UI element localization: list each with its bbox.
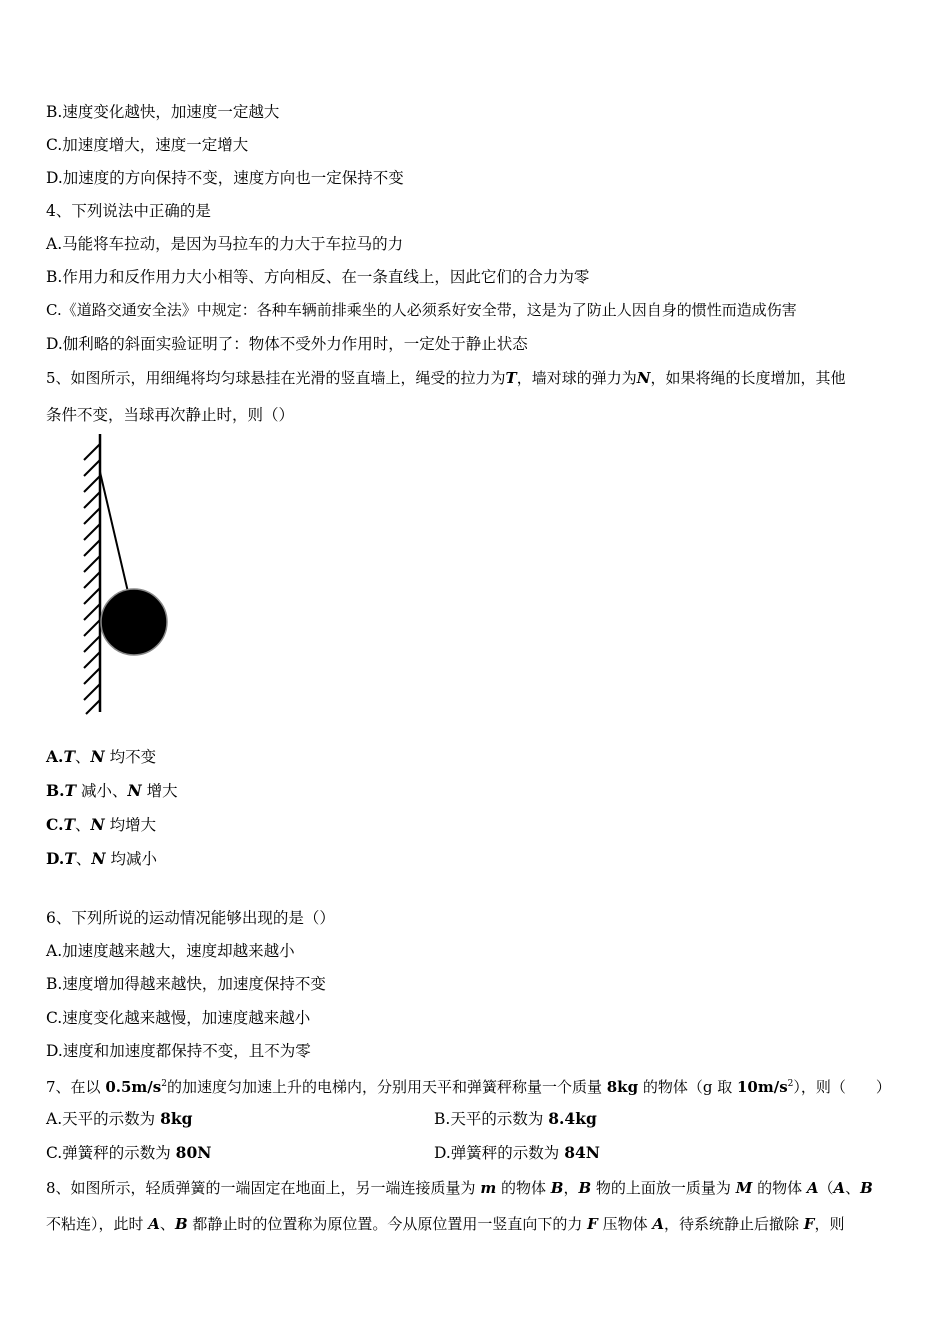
- q7-option-d: [434, 1143, 600, 1163]
- text: ，墙对球的弹力为: [516, 369, 637, 387]
- text: ，则: [814, 1215, 845, 1233]
- text: A.天平的示数为: [46, 1110, 161, 1128]
- text: （: [818, 1179, 834, 1197]
- text: D.弹簧秤的示数为: [434, 1144, 565, 1162]
- superscript: 2: [787, 1079, 794, 1089]
- wall-ball-figure: [78, 432, 178, 717]
- q6-stem: 6、下列所说的运动情况能够出现的是（）: [46, 909, 335, 927]
- q5-stem-line2: 条件不变，当球再次静止时，则（）: [46, 406, 295, 424]
- text: 压物体: [597, 1215, 653, 1233]
- text: 的物体: [496, 1179, 551, 1197]
- label: C.: [46, 815, 64, 834]
- var-A: A: [806, 1179, 819, 1197]
- text: 减小、: [80, 782, 128, 800]
- var-T: T: [64, 849, 76, 868]
- text: 、: [75, 850, 92, 868]
- var-B: B: [550, 1179, 564, 1197]
- text: 增大: [146, 782, 178, 800]
- var-A: A: [148, 1215, 160, 1233]
- label: D.: [46, 849, 65, 868]
- value-acceleration: 0.5m/s: [105, 1078, 162, 1096]
- q3-option-c: C.加速度增大，速度一定增大: [46, 136, 249, 154]
- var-T: T: [505, 369, 517, 387]
- text: C.弹簧秤的示数为: [46, 1144, 176, 1162]
- q4-option-c: C.《道路交通安全法》中规定：各种车辆前排乘坐的人必须系好安全带，这是为了防止人因自身的惯性而造成伤害: [46, 301, 797, 319]
- var-N: N: [91, 849, 106, 868]
- q3-option-b: B.速度变化越快，加速度一定越大: [46, 103, 280, 121]
- q3-option-d: D.加速度的方向保持不变，速度方向也一定保持不变: [46, 169, 404, 187]
- text: 、: [74, 748, 91, 766]
- q6-option-b: B.速度增加得越来越快，加速度保持不变: [46, 975, 326, 993]
- var-B: B: [578, 1179, 592, 1197]
- q6-option-d: D.速度和加速度都保持不变，且不为零: [46, 1042, 311, 1060]
- var-F: F: [803, 1215, 815, 1233]
- var-T: T: [63, 747, 75, 766]
- text: 的物体: [752, 1179, 807, 1197]
- value: 80N: [175, 1143, 212, 1162]
- var-F: F: [587, 1215, 598, 1233]
- q4-option-b: B.作用力和反作用力大小相等、方向相反、在一条直线上，因此它们的合力为零: [46, 268, 590, 286]
- var-N: N: [636, 369, 651, 387]
- q5-option-a: [46, 747, 156, 767]
- q8-stem-line2: [46, 1214, 844, 1234]
- q4-option-a: A.马能将车拉动，是因为马拉车的力大于车拉马的力: [46, 235, 404, 253]
- q6-option-c: C.速度变化越来越慢，加速度越来越小: [46, 1009, 311, 1027]
- text: 均减小: [110, 850, 157, 868]
- text: 7、在以: [46, 1078, 106, 1096]
- q4-stem: 4、下列说法中正确的是: [46, 202, 211, 220]
- text: 物的上面放一质量为: [591, 1179, 736, 1197]
- var-m: m: [480, 1179, 497, 1197]
- label: B.: [46, 781, 65, 800]
- var-T: T: [64, 781, 77, 800]
- var-B: B: [174, 1215, 188, 1233]
- q8-stem-line1: [46, 1178, 873, 1198]
- value: 84N: [564, 1143, 600, 1162]
- q7-stem: [46, 1074, 891, 1097]
- text: B.天平的示数为: [434, 1110, 549, 1128]
- q5-stem-line1: [46, 368, 845, 388]
- text: 的加速度匀加速上升的电梯内，分别用天平和弹簧秤称量一个质量: [166, 1078, 607, 1096]
- q5-option-d: [46, 849, 157, 869]
- text: 5、如图所示，用细绳将均匀球悬挂在光滑的竖直墙上，绳受的拉力为: [46, 369, 506, 387]
- q5-option-b: [46, 781, 178, 801]
- text: 都静止时的位置称为原位置。今从原位置用一竖直向下的力: [187, 1215, 588, 1233]
- text: 、: [75, 816, 91, 834]
- text: 均不变: [109, 748, 157, 766]
- text: 、: [159, 1215, 175, 1233]
- q7-option-c: [46, 1143, 211, 1163]
- text: ，待系统静止后撤除: [664, 1215, 804, 1233]
- text: ，: [563, 1179, 579, 1197]
- var-M: M: [735, 1179, 753, 1197]
- var-T: T: [63, 815, 76, 834]
- q6-option-a: A.加速度越来越大，速度却越来越小: [46, 942, 295, 960]
- text: 、: [845, 1179, 861, 1197]
- text: 均增大: [109, 816, 157, 834]
- text: ，如果将绳的长度增加，其他: [650, 369, 846, 387]
- wall-hatching: [84, 444, 100, 714]
- value-g: 10m/s: [736, 1078, 788, 1096]
- var-N: N: [90, 747, 105, 766]
- var-A: A: [833, 1179, 846, 1197]
- var-N: N: [127, 781, 142, 800]
- text: 8、如图所示，轻质弹簧的一端固定在地面上，另一端连接质量为: [46, 1179, 481, 1197]
- label: A.: [46, 747, 64, 766]
- value: 8kg: [160, 1109, 193, 1128]
- var-B: B: [860, 1179, 873, 1197]
- q5-option-c: [46, 815, 156, 835]
- text: ），则（ ）: [793, 1078, 891, 1096]
- q7-option-a: [46, 1109, 192, 1129]
- var-A: A: [652, 1215, 665, 1233]
- var-N: N: [90, 815, 105, 834]
- q4-option-d: D.伽利略的斜面实验证明了：物体不受外力作用时，一定处于静止状态: [46, 335, 528, 353]
- q7-option-b: [434, 1109, 597, 1129]
- ball: [101, 589, 167, 655]
- text: 不粘连），此时: [46, 1215, 149, 1233]
- rope-line: [100, 472, 128, 592]
- superscript: 2: [161, 1079, 167, 1089]
- value-mass: 8kg: [606, 1078, 639, 1096]
- value: 8.4kg: [548, 1109, 597, 1128]
- text: 的物体（g 取: [638, 1078, 737, 1096]
